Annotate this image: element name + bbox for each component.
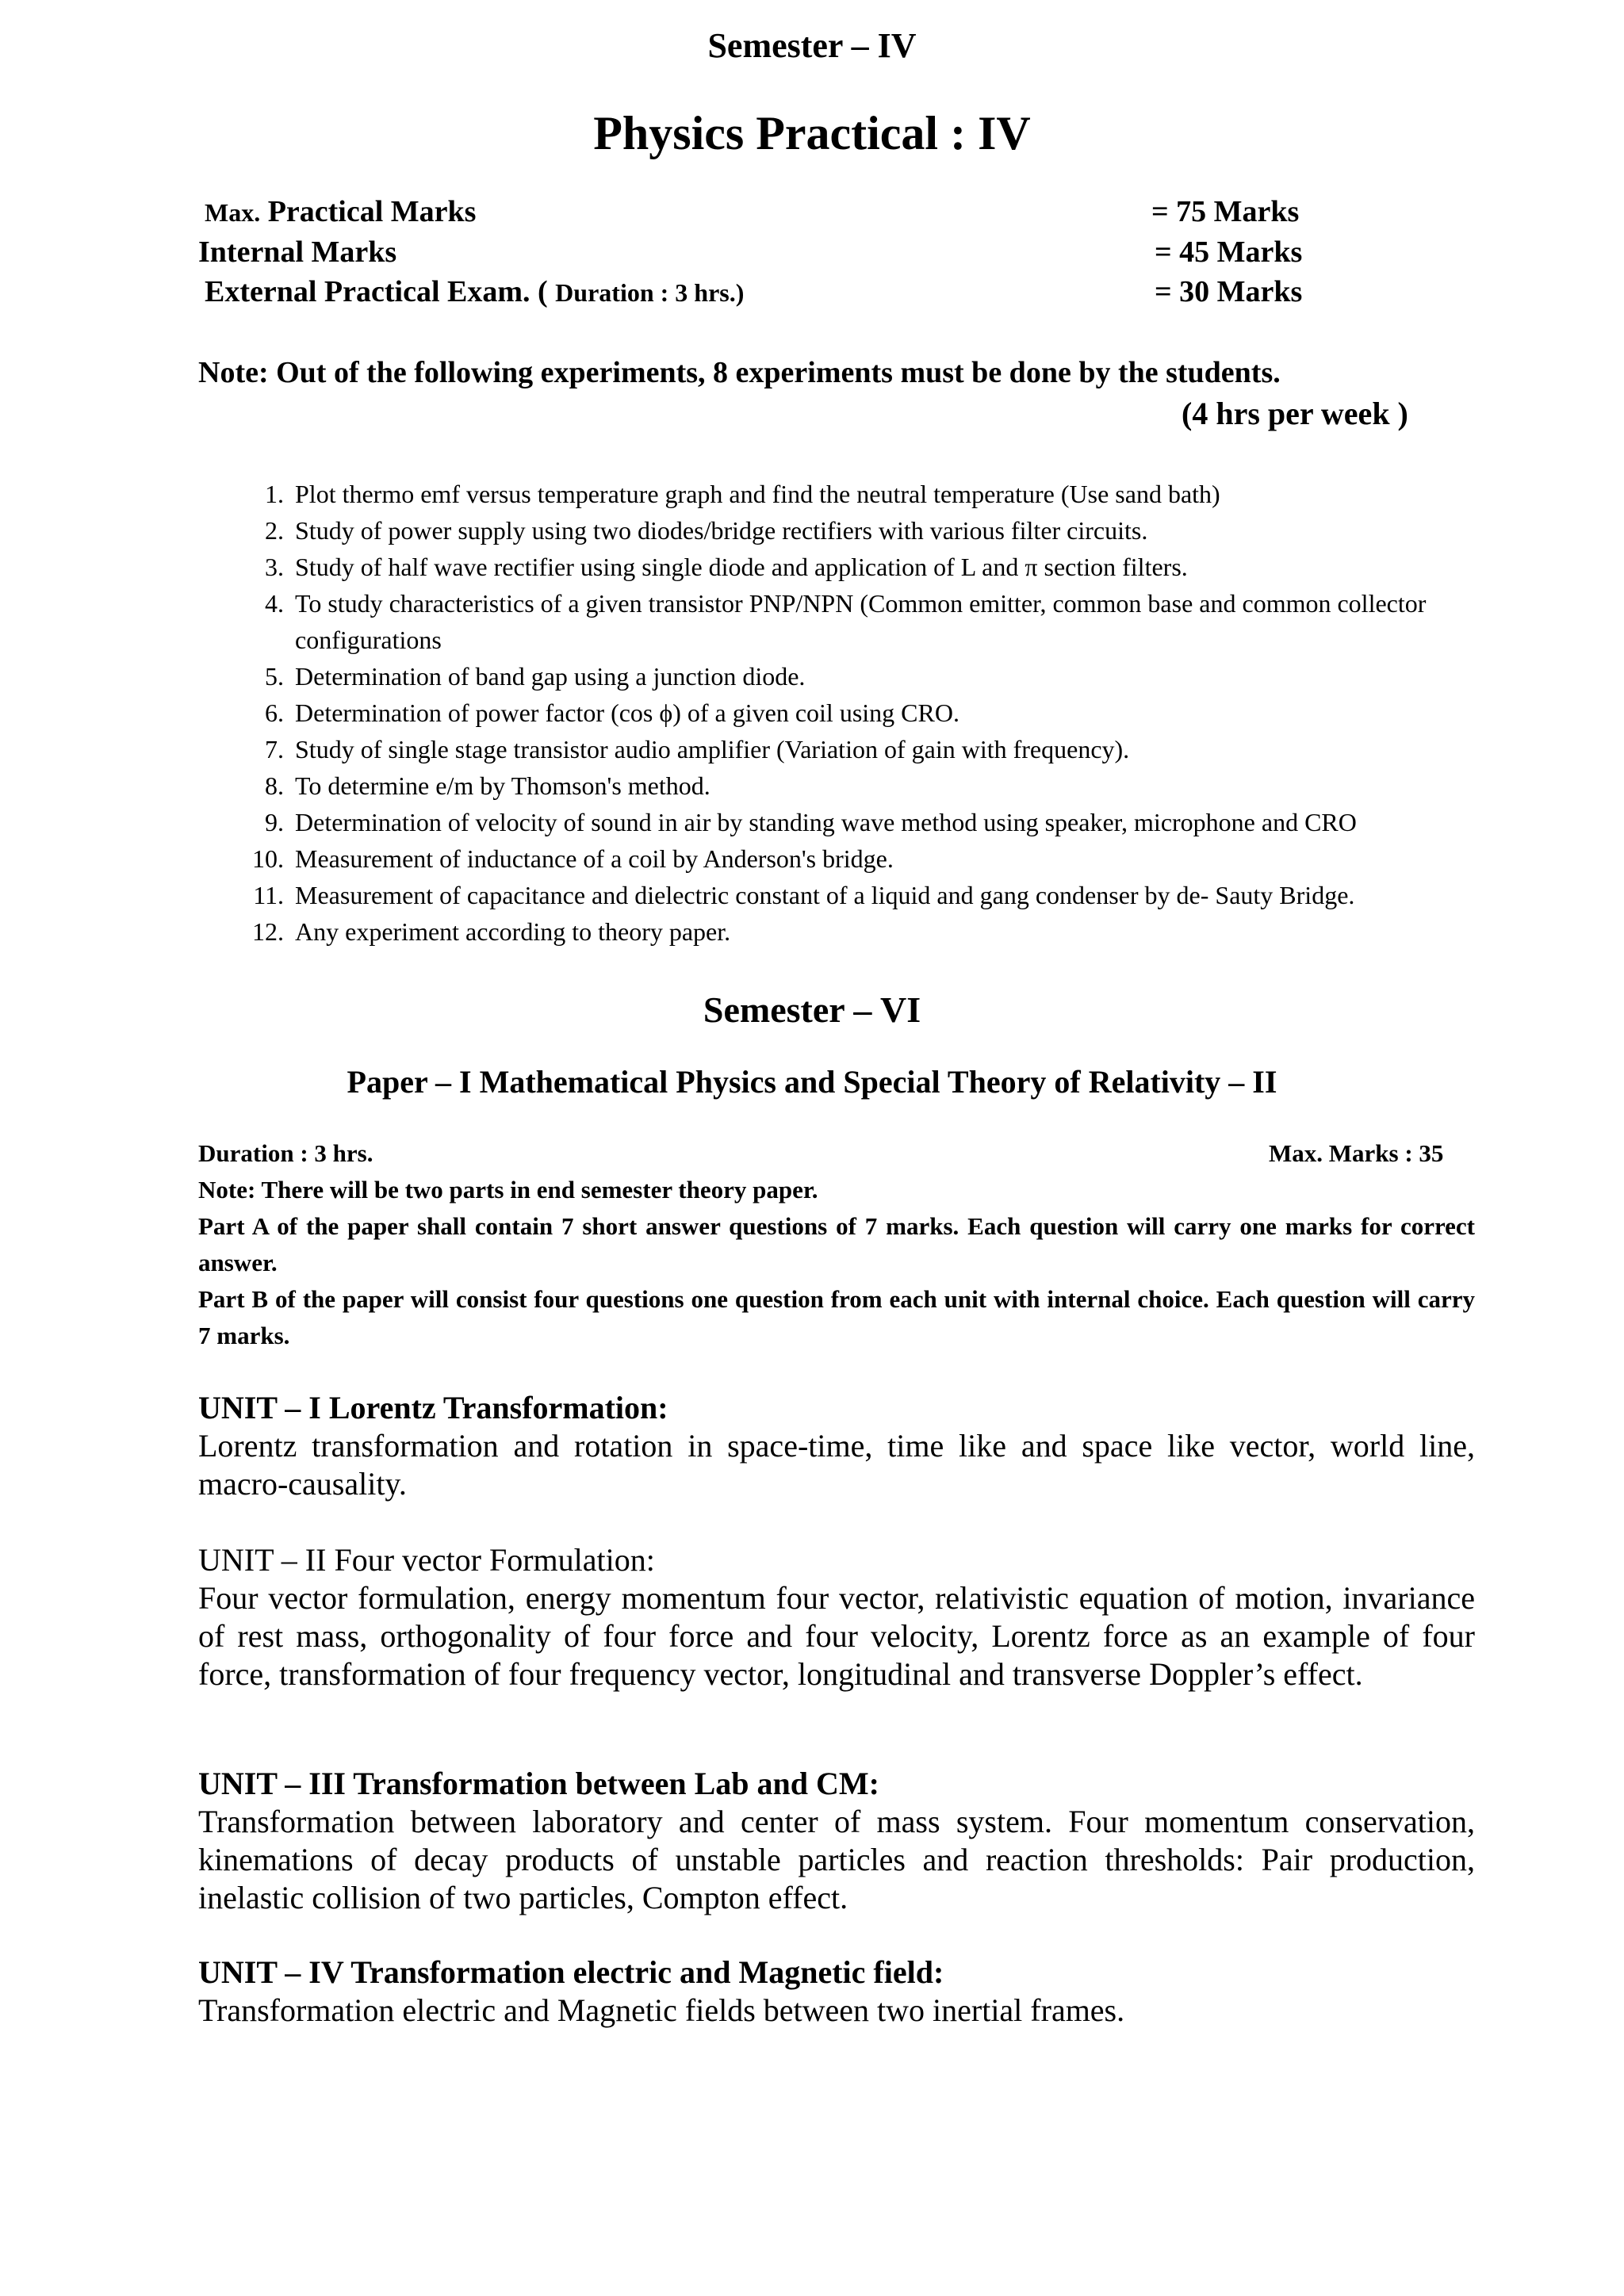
- list-item: 9. Determination of velocity of sound in air by standing wave method using speaker, microphone and CRO: [265, 808, 1357, 836]
- list-item: 6. Determination of power factor (cos ϕ) of a given coil using CRO.: [265, 698, 959, 727]
- list-item: 4. To study characteristics of a given transistor PNP/NPN (Common emitter, common base and common collector configurations: [265, 589, 1427, 654]
- external-marks-label: External Practical Exam. (: [205, 275, 548, 308]
- list-item: 11. Measurement of capacitance and dielectric constant of a liquid and gang condenser by de- Sauty Bridge.: [253, 881, 1355, 909]
- unit-2-body: Four vector formulation, energy momentum four vector, relativistic equation of motion, invariance of rest mass, orthogonality of four force and four velocity, Lorentz force as an example of four force, transformation of four frequency vector, longitudinal and transverse Doppler’s effect.: [198, 1580, 1475, 1692]
- list-item: 5. Determination of band gap using a junction diode.: [265, 662, 806, 691]
- list-item: 12. Any experiment according to theory paper.: [252, 917, 731, 946]
- max-prefix: Max.: [205, 198, 261, 227]
- part-a-description: Part A of the paper shall contain 7 short answer questions of 7 marks. Each question will carry one marks for correct answer.: [198, 1212, 1475, 1276]
- list-item: 3. Study of half wave rectifier using single diode and application of L and π section filters.: [265, 553, 1188, 581]
- experiments-note: Note: Out of the following experiments, 8 experiments must be done by the students.: [198, 356, 1281, 389]
- internal-marks-label: Internal Marks: [198, 235, 397, 269]
- internal-marks-value: = 45 Marks: [1155, 235, 1303, 269]
- list-item: 10. Measurement of inductance of a coil by Anderson's bridge.: [252, 844, 894, 873]
- list-item: 2. Study of power supply using two diodes/bridge rectifiers with various filter circuits.: [265, 516, 1148, 545]
- semester-6-title: Semester – VI: [703, 989, 921, 1030]
- unit-1-body: Lorentz transformation and rotation in space-time, time like and space like vector, world line, macro-causality.: [198, 1428, 1475, 1502]
- unit-3-body: Transformation between laboratory and center of mass system. Four momentum conservation, kinemations of decay products of unstable particles and reaction thresholds: Pair production, inelastic collision of two particles, Compton effect.: [198, 1804, 1475, 1915]
- semester-4-title: Semester – IV: [707, 26, 917, 65]
- external-marks-row: [0, 273, 1624, 311]
- practical-title: Physics Practical : IV: [593, 107, 1031, 159]
- unit-1-heading: UNIT – I Lorentz Transformation:: [198, 1390, 668, 1425]
- paper-title: Paper – I Mathematical Physics and Special Theory of Relativity – II: [347, 1064, 1277, 1100]
- unit-2-heading: UNIT – II Four vector Formulation:: [198, 1542, 655, 1578]
- list-item: 7. Study of single stage transistor audio amplifier (Variation of gain with frequency).: [265, 735, 1130, 763]
- list-item: 1. Plot thermo emf versus temperature graph and find the neutral temperature (Use sand bath): [265, 480, 1220, 508]
- duration: Duration : 3 hrs.: [198, 1139, 373, 1167]
- max-marks-row: [0, 193, 1624, 231]
- external-duration: Duration : 3 hrs.): [555, 278, 745, 307]
- internal-marks-row: [0, 233, 1624, 271]
- unit-4-body: Transformation electric and Magnetic fields between two inertial frames.: [198, 1992, 1125, 2028]
- unit-4-heading: UNIT – IV Transformation electric and Magnetic field:: [198, 1954, 944, 1990]
- external-marks-value: = 30 Marks: [1155, 275, 1303, 308]
- max-marks-value: = 75 Marks: [1151, 195, 1300, 228]
- unit-3-heading: UNIT – III Transformation between Lab and CM:: [198, 1766, 879, 1801]
- list-item: 8. To determine e/m by Thomson's method.: [265, 771, 710, 800]
- max-marks-label: Practical Marks: [267, 195, 477, 228]
- max-marks: Max. Marks : 35: [1269, 1139, 1444, 1167]
- part-b-description: Part B of the paper will consist four questions one question from each unit with internal choice. Each question will carry 7 marks.: [198, 1285, 1475, 1349]
- paper-note: Note: There will be two parts in end semester theory paper.: [198, 1176, 818, 1203]
- hours-per-week: (4 hrs per week ): [1182, 396, 1408, 431]
- experiment-list: [238, 476, 1475, 950]
